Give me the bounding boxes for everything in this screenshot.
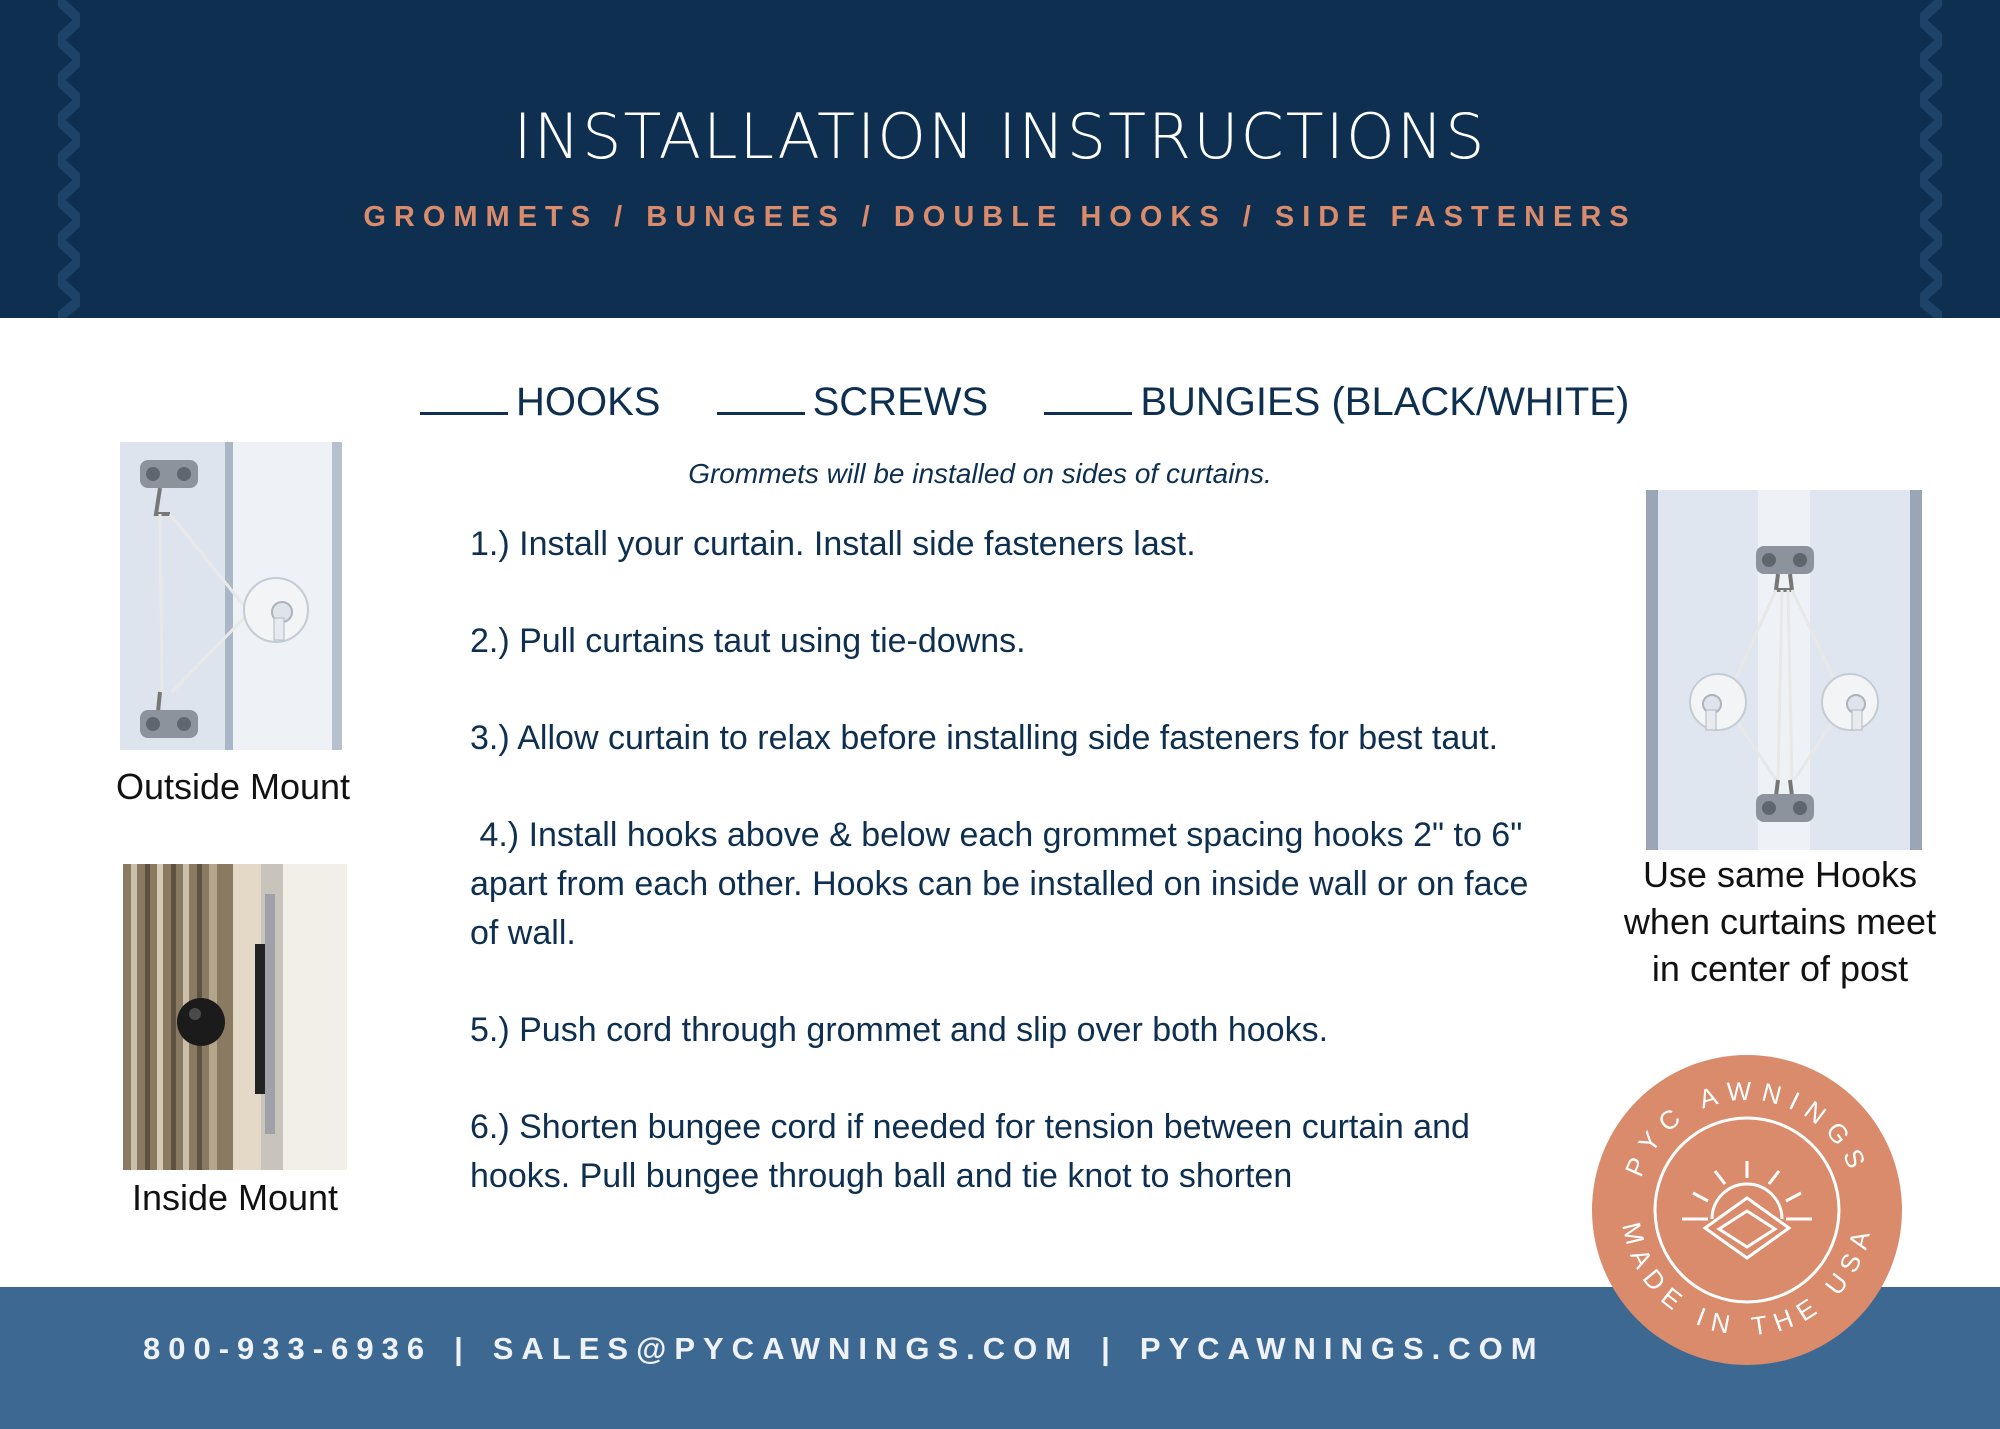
parts-label: SCREWS xyxy=(812,380,989,424)
center-post-caption xyxy=(1590,851,1970,992)
step-5: 5.) Push cord through grommet and slip over both hooks. xyxy=(470,1011,1329,1049)
page-title: INSTALLATION INSTRUCTIONS xyxy=(513,100,1487,173)
caption-line: Use same Hooks xyxy=(1642,854,1918,895)
parts-item-bungies xyxy=(1044,380,1629,424)
inside-mount-photo xyxy=(123,864,347,1170)
step-4: 4.) Install hooks above & below each grommet spacing hooks 2" to 6" apart from each other. Hooks can be installed on inside wall or on face of wall. xyxy=(470,816,1538,952)
step-3: 3.) Allow curtain to relax before installing side fasteners for best taut. xyxy=(470,719,1499,757)
outside-mount-caption: Outside Mount xyxy=(115,766,351,807)
page-subtitle: GROMMETS / BUNGEES / DOUBLE HOOKS / SIDE FASTENERS xyxy=(363,201,1637,233)
separator: | xyxy=(454,1331,471,1366)
parts-item-hooks xyxy=(420,380,660,424)
parts-item-screws xyxy=(717,380,989,424)
email-address: SALES@PYCAWNINGS.COM xyxy=(492,1331,1080,1366)
step-1: 1.) Install your curtain. Install side fasteners last. xyxy=(470,525,1196,563)
parts-list xyxy=(420,380,1630,425)
parts-label: BUNGIES (BLACK/WHITE) xyxy=(1140,380,1630,424)
step-6: 6.) Shorten bungee cord if needed for tension between curtain and hooks. Pull bungee through ball and tie knot to shorten xyxy=(470,1108,1470,1195)
fill-in-blank xyxy=(1044,411,1132,415)
grommet-note: Grommets will be installed on sides of curtains. xyxy=(688,458,1272,489)
separator: | xyxy=(1101,1331,1118,1366)
made-in-usa-badge xyxy=(1590,1053,1904,1367)
outside-mount-photo xyxy=(120,442,342,750)
badge-bottom-text: MADE IN THE USA xyxy=(1616,1219,1878,1342)
parts-label: HOOKS xyxy=(516,380,661,424)
phone-number: 800-933-6936 xyxy=(143,1331,433,1366)
website-url: PYCAWNINGS.COM xyxy=(1139,1331,1545,1366)
fill-in-blank xyxy=(717,411,805,415)
inside-mount-caption: Inside Mount xyxy=(131,1177,339,1218)
step-2: 2.) Pull curtains taut using tie-downs. xyxy=(470,622,1026,660)
header-banner xyxy=(0,0,2000,318)
instruction-steps xyxy=(470,520,1550,1249)
caption-line: in center of post xyxy=(1651,948,1909,989)
caption-line: when curtains meet xyxy=(1623,901,1937,942)
contact-info xyxy=(143,1331,1545,1367)
badge-top-text: PYC AWNINGS xyxy=(1618,1075,1876,1181)
center-post-photo xyxy=(1646,490,1922,850)
fill-in-blank xyxy=(420,411,508,415)
